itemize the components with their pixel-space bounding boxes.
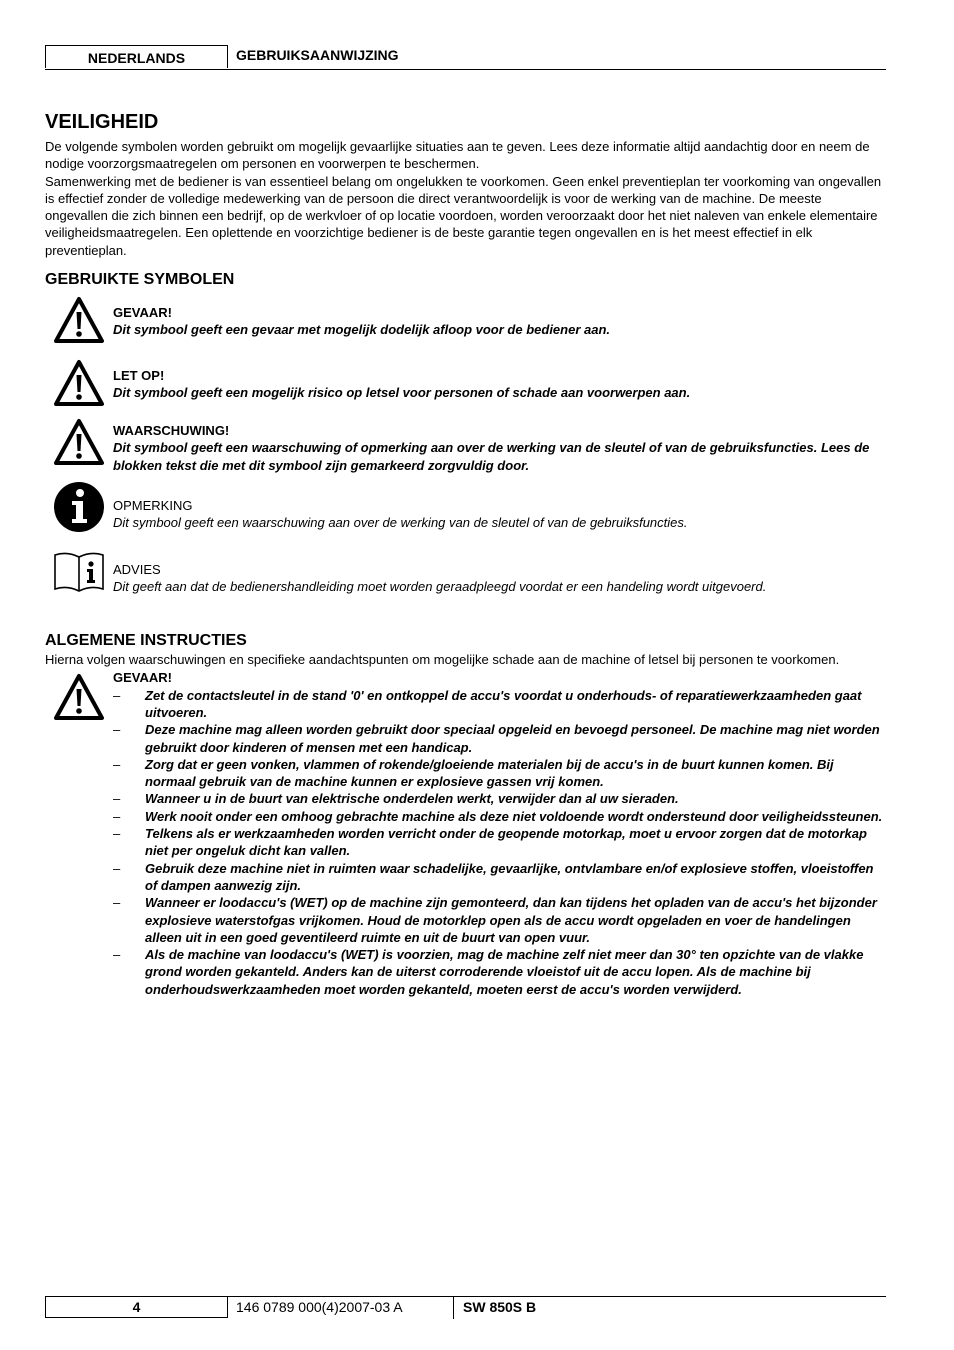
list-item: – Wanneer er loodaccu's (WET) op de machine zijn gemonteerd, dan kan tijdens het opladen van de accu's het bijzonder explosieve waterstofgas vrijkomen. Houd de motorklep open als de accu wordt opgeladen en voer de handelingen alleen uit in een goed geventileerd ruimte en uit de buurt van open vuur. [113,895,877,945]
safety-title: VEILIGHEID [45,111,159,133]
symbol-title: LET OP! [113,368,165,384]
header-section: GEBRUIKSAANWIJZING [236,47,399,63]
symbol-title: ADVIES [113,562,161,578]
general-intro: Hierna volgen waarschuwingen en specifieke aandachtspunten om mogelijke schade aan de machine of letsel bij personen te voorkomen. [45,652,840,668]
symbols-list [45,290,886,622]
header-language: NEDERLANDS [45,45,228,68]
list-item: – Telkens als er werkzaamheden worden verricht onder de geopende motorkap, moet u ervoor zorgen dat de motorkap niet per ongeluk dicht kan vallen. [113,826,867,859]
footer-divider [453,1297,454,1319]
model-name: SW 850S B [463,1299,537,1315]
info-circle-icon [53,481,105,533]
safety-intro-2: Samenwerking met de bediener is van essentieel belang om ongelukken te voorkomen. Geen enkel preventieplan ter voorkoming van ongevallen is effectief zonder de volledige medewerking van de persoon die direct verantwoordelijk is voor de werking van de machine. De meeste ongevallen die zich binnen een bedrijf, op de werkvloer of op locatie voordoen, worden veroorzaakt door het niet naleven van enkele elementaire veiligheidsmaatregelen. Een oplettende en voorzichtige bediener is de beste garantie tegen ongevallen en is het meest effectief in elk preventieplan. [45,173,882,258]
list-item: – Gebruik deze machine niet in ruimten waar schadelijke, gevaarlijke, ontvlambare en/of explosieve stoffen, vloeistoffen of dampen aanwezig zijn. [113,860,874,893]
safety-intro-1: De volgende symbolen worden gebruikt om mogelijk gevaarlijke situaties aan te geven. Lees deze informatie altijd aandachtig door en neem de nodige voorzorgsmaatregelen om personen en voorwerpen te beschermen. [45,139,870,172]
warning-triangle-icon [53,417,105,469]
manual-book-icon [53,545,105,597]
list-item: – Deze machine mag alleen worden gebruikt door speciaal opgeleid en bevoegd personeel. De machine mag niet worden gebruikt door kinderen of mensen met een handicap. [113,722,880,755]
general-instruction-list [113,687,883,998]
warning-triangle-icon [53,358,105,410]
general-danger-title: GEVAAR! [113,670,172,686]
list-item: – Als de machine van loodaccu's (WET) is voorzien, mag de machine zelf niet meer dan 30° ten opzichte van de vlakke grond worden gekanteld. Anders kan de uiterst corroderende vloeistof uit de accu lopen. Als de machine bij onderhoudswerkzaamheden moet worden gekanteld, moeten eerst de accu's worden verwijderd. [113,947,864,997]
page-number: 4 [45,1297,228,1318]
symbol-title: OPMERKING [113,498,193,514]
page-footer [45,1296,886,1319]
general-title: ALGEMENE INSTRUCTIES [45,632,247,650]
list-item: – Wanneer u in de buurt van elektrische onderdelen werkt, verwijder dan al uw sieraden. [113,791,679,807]
document-code: 146 0789 000(4)2007-03 A [236,1299,403,1315]
symbol-description: Dit symbool geeft een waarschuwing of opmerking aan over de werking van de sleutel of van de gebruiksfuncties. Lees de blokken tekst die met dit symbool zijn gemarkeerd zorgvuldig door. [113,440,870,473]
symbol-title: WAARSCHUWING! [113,423,230,439]
list-item: – Werk nooit onder een omhoog gebrachte machine als deze niet voldoende wordt ondersteund door veiligheidssteunen. [113,808,883,824]
page-content [45,110,886,998]
warning-triangle-icon [53,672,105,724]
warning-triangle-icon [53,295,105,347]
symbols-title: GEBRUIKTE SYMBOLEN [45,271,235,289]
list-item: – Zorg dat er geen vonken, vlammen of rokende/gloeiende materialen bij de accu's in de buurt kunnen komen. Bij normaal gebruik van de machine kunnen er explosieve gassen vrij komen. [113,756,834,790]
symbol-description: Dit geeft aan dat de bedienershandleiding moet worden geraadpleegd voordat er een handeling wordt uitgevoerd. [113,579,767,595]
symbol-description: Dit symbool geeft een gevaar met mogelijk dodelijk afloop voor de bediener aan. [113,322,611,338]
general-danger-block [45,669,886,998]
list-item: – Zet de contactsleutel in de stand '0' en ontkoppel de accu's voordat u onderhouds- of reparatiewerkzaamheden gaat uitvoeren. [113,687,862,720]
page-header [45,45,886,70]
symbol-description: Dit symbool geeft een waarschuwing aan over de werking van de sleutel of van de gebruiksfuncties. [113,515,688,531]
symbol-description: Dit symbool geeft een mogelijk risico op letsel voor personen of schade aan voorwerpen aan. [113,385,691,401]
symbol-title: GEVAAR! [113,305,172,321]
